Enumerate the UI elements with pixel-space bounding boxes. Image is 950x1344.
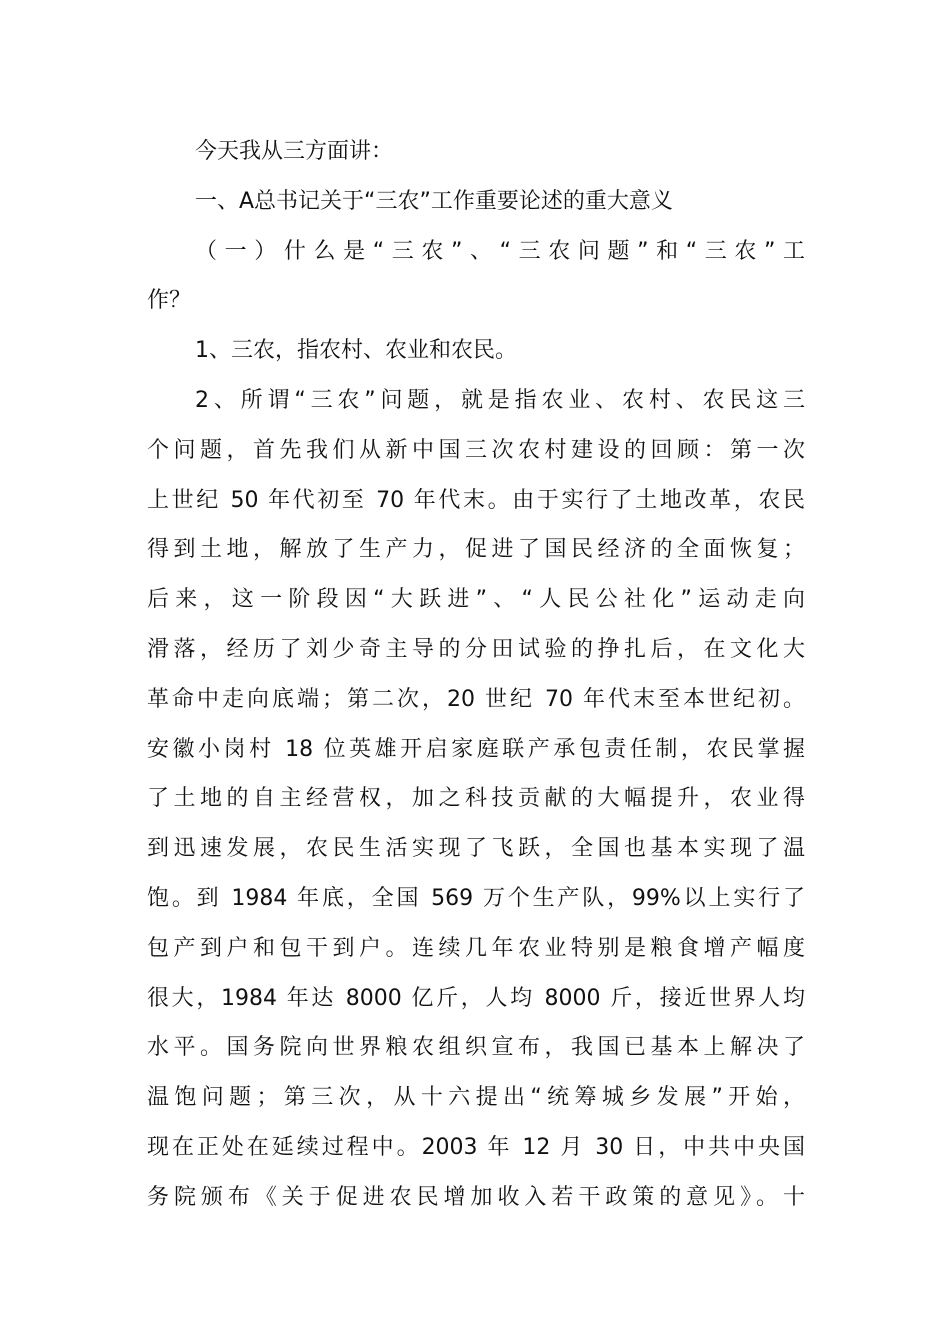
paragraph-line: 得到土地，解放了生产力，促进了国民经济的全面恢复； bbox=[147, 537, 805, 563]
paragraph-line: 现在正处在延续过程中。2003 年 12 月 30 日，中共中央国 bbox=[147, 1134, 805, 1160]
paragraph-line: 革命中走向底端；第二次，20 世纪 70 年代末至本世纪初。 bbox=[147, 686, 805, 712]
document-page bbox=[147, 127, 805, 1223]
paragraph-line: 作？ bbox=[147, 288, 192, 314]
paragraph-line: 今天我从三方面讲： bbox=[195, 139, 394, 164]
paragraph-line: 1、三农，指农村、农业和农民。 bbox=[195, 338, 517, 364]
paragraph-line: 务院颁布《关于促进农民增加收入若干政策的意见》。十 bbox=[147, 1184, 805, 1210]
paragraph-line: 个问题，首先我们从新中国三次农村建设的回顾：第一次 bbox=[147, 437, 805, 463]
paragraph-line: 了土地的自主经营权，加之科技贡献的大幅提升，农业得 bbox=[147, 786, 805, 812]
paragraph-line: 水平。国务院向世界粮农组织宣布，我国已基本上解决了 bbox=[147, 1035, 805, 1061]
paragraph-line: 很大，1984 年达 8000 亿斤，人均 8000 斤，接近世界人均 bbox=[147, 985, 805, 1011]
paragraph-line: 安徽小岗村 18 位英雄开启家庭联产承包责任制，农民掌握 bbox=[147, 736, 805, 762]
paragraph-line: 滑落，经历了刘少奇主导的分田试验的挣扎后，在文化大 bbox=[147, 636, 805, 662]
paragraph-line: 到迅速发展，农民生活实现了飞跃，全国也基本实现了温 bbox=[147, 836, 805, 862]
paragraph-line: 包产到户和包干到户。连续几年农业特别是粮食增产幅度 bbox=[147, 935, 805, 961]
paragraph-line: 2、所谓“三农”问题，就是指农业、农村、农民这三 bbox=[195, 387, 805, 413]
paragraph-line: （一）什么是“三农”、“三农问题”和“三农”工 bbox=[195, 238, 805, 264]
paragraph-line: 上世纪 50 年代初至 70 年代末。由于实行了土地改革，农民 bbox=[147, 487, 805, 513]
paragraph-line: 一、A总书记关于“三农”工作重要论述的重大意义 bbox=[195, 188, 673, 214]
paragraph-line: 后来，这一阶段因“大跃进”、“人民公社化”运动走向 bbox=[147, 587, 805, 613]
paragraph-line: 温饱问题；第三次，从十六提出“统筹城乡发展”开始， bbox=[147, 1085, 805, 1111]
paragraph-line: 饱。到 1984 年底，全国 569 万个生产队，99%以上实行了 bbox=[147, 885, 805, 911]
